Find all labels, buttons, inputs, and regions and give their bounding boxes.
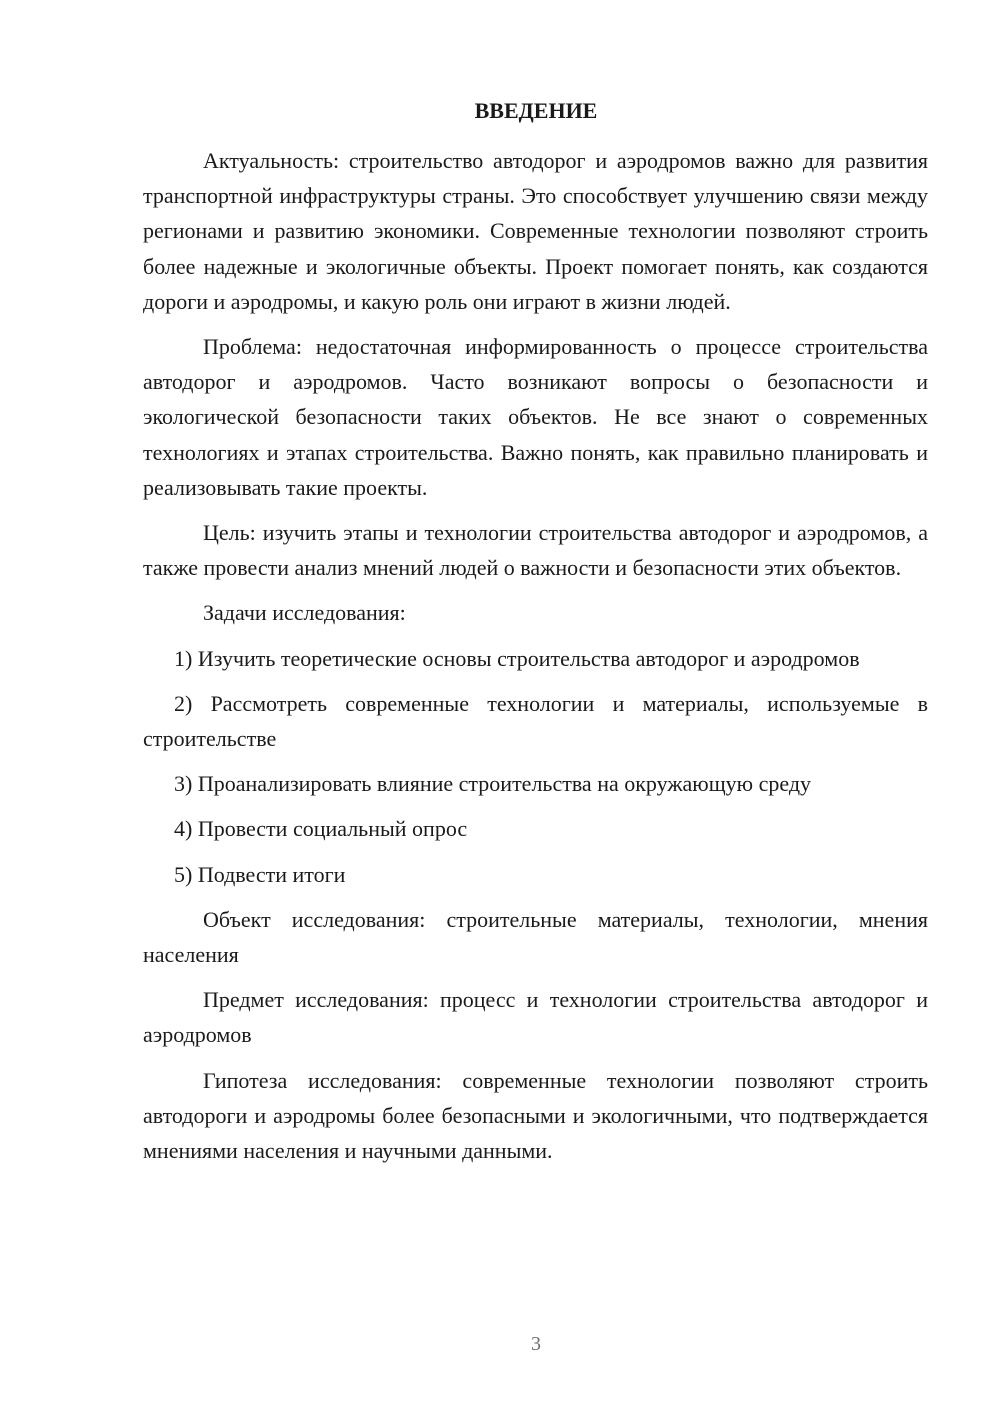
page-number: 3 [531, 1333, 541, 1355]
hypothesis-paragraph: Гипотеза исследования: современные технологии позволяют строить автодороги и аэродромы более безопасными и экологичными, что подтверждается мнениями населения и научными данными. [143, 1067, 928, 1164]
object-paragraph: Объект исследования: строительные материалы, технологии, мнения населения [143, 906, 928, 968]
task-item-3: 3) Проанализировать влияние строительства на окружающую среду [174, 771, 812, 797]
task-item-5: 5) Подвести итоги [174, 861, 346, 887]
goal-paragraph: Цель: изучить этапы и технологии строительства автодорог и аэродромов, а также провести анализ мнений людей о важности и безопасности этих объектов. [143, 520, 928, 581]
task-item-1: 1) Изучить теоретические основы строительства автодорог и аэродромов [174, 645, 860, 671]
subject-paragraph: Предмет исследования: процесс и технологии строительства автодорог и аэродромов [143, 987, 928, 1048]
document-body [143, 143, 928, 1168]
relevance-paragraph: Актуальность: строительство автодорог и аэродромов важно для развития транспортной инфраструктуры страны. Это способствует улучшению связи между регионами и развитию экономики. Современные технологии позволяют строить более надежные и экологичные объекты. Проект помогает понять, как создаются дороги и аэродромы, и какую роль они играют в жизни людей. [143, 148, 928, 314]
page-title: ВВЕДЕНИЕ [474, 98, 598, 123]
problem-paragraph: Проблема: недостаточная информированность о процессе строительства автодорог и аэродромов. Часто возникают вопросы о безопасности и экологической безопасности таких объектов. Не все знают о современных технологиях и этапах строительства. Важно понять, как правильно планировать и реализовывать такие проекты. [143, 334, 928, 500]
tasks-list [143, 641, 928, 892]
tasks-heading: Задачи исследования: [203, 600, 406, 626]
task-item-2: 2) Рассмотреть современные технологии и материалы, используемые в строительстве [143, 690, 928, 752]
task-item-4: 4) Провести социальный опрос [174, 816, 468, 842]
